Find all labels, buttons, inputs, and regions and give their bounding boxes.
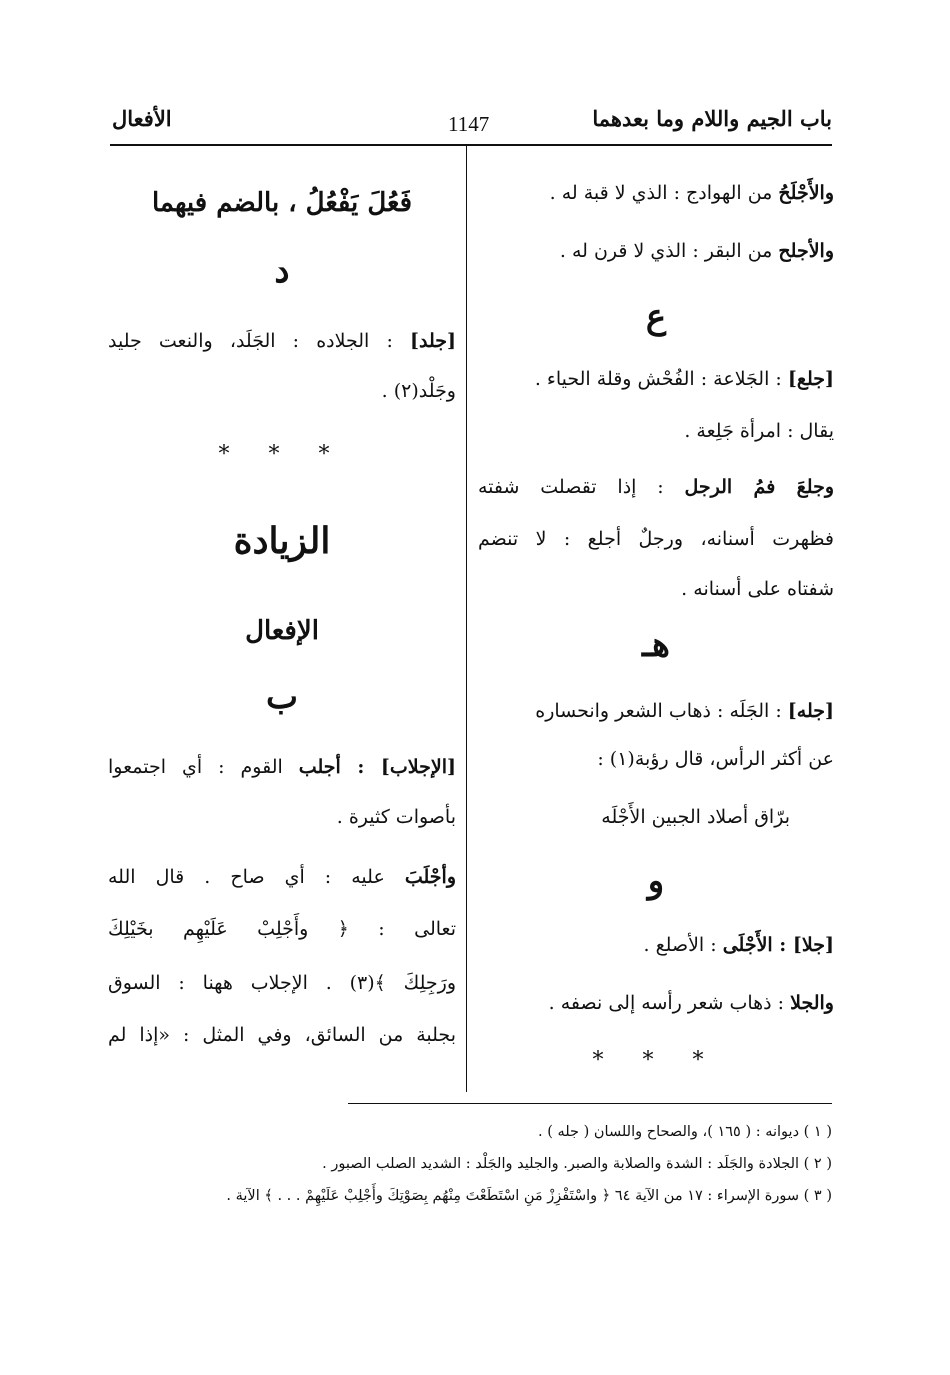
entry-line: بجلبة من السائق، وفي المثل : «إذا لم <box>108 1024 456 1046</box>
entry-line: عن أكثر الرأس، قال رؤبة(١) : <box>597 748 834 770</box>
letter-heading-dal: د <box>274 251 290 291</box>
entry-line: ورَجِلِكَ ﴾(٣) . الإجلاب ههنا : السوق <box>108 972 456 994</box>
left-column <box>108 0 456 1100</box>
entry-text: من الهوادج : الذي لا قبة له . <box>549 182 779 204</box>
header-chapter-left: الأفعال <box>112 106 172 131</box>
entry-text: : الجَلاعة : الفُحْش وقلة الحياء . <box>534 368 788 390</box>
entry-line: شفتاه على أسنانه . <box>681 578 834 600</box>
page-number: 1147 <box>448 112 490 136</box>
footnote-rule <box>348 1103 832 1104</box>
headword: والأَجْلَحُ <box>778 182 834 204</box>
entry-text: القوم : أي اجتمعوا <box>108 756 299 778</box>
headword: وجلعَ فمُ الرجل <box>684 476 834 498</box>
section-separator-stars: * * * <box>218 442 346 467</box>
headword: [جله] <box>787 700 834 722</box>
poetry-verse: برّاق أصلاد الجبين الأَجْلَه <box>601 806 790 828</box>
section-heading-zyada: الزيادة <box>233 520 331 562</box>
entry-line <box>535 696 834 726</box>
letter-heading-ain: ع <box>645 297 667 337</box>
entry-line <box>550 178 834 208</box>
entry-line <box>478 472 834 502</box>
section-title: فَعُلَ يَفْعُلُ ، بالضم فيهما <box>151 188 413 218</box>
headword: والجلا <box>790 992 834 1014</box>
headword: [الإجلاب] : أجلب <box>298 756 456 778</box>
entry-line <box>535 364 834 394</box>
entry-line <box>108 752 456 782</box>
entry-line: فظهرت أسنانه، ورجلٌ أجلع : لا تنضم <box>478 528 834 550</box>
header-chapter-right: باب الجيم واللام وما بعدهما <box>592 106 832 131</box>
entry-text: : الجَلَه : ذهاب الشعر وانحساره <box>535 700 788 722</box>
section-separator-stars: * * * <box>592 1048 720 1073</box>
entry-text: : الأصلع . <box>643 934 723 956</box>
entry-text: : إذا تقصلت شفته <box>478 476 685 498</box>
entry-line <box>549 988 834 1018</box>
entry-text: : ذهاب شعر رأسه إلى نصفه . <box>548 992 791 1014</box>
entry-text: عليه : أي صاح . قال الله <box>108 866 405 888</box>
entry-line: يقال : امرأة جَلِعة . <box>684 420 834 442</box>
footnote-1: ( ١ ) ديوانه : ( ١٦٥ )، والصحاح واللسان ( جله ) . <box>537 1124 832 1140</box>
entry-line: تعالى : ﴿ وأَجْلِبْ عَلَيْهِم بخَيْلِكَ <box>108 918 456 940</box>
entry-text: من البقر : الذي لا قرن له . <box>559 240 779 262</box>
headword: والأجلح <box>778 240 834 262</box>
subsection-heading-ifaal: الإفعال <box>245 616 319 646</box>
entry-line <box>108 862 456 892</box>
entry-line <box>108 326 456 356</box>
entry-line: وجَلْد(٢) . <box>381 380 456 402</box>
footnote-2: ( ٢ ) الجلادة والجَلَد : الشدة والصلابة والصبر. والجليد والجَلْد : الشديد الصلب الصبور . <box>322 1156 832 1172</box>
entry-line: بأصوات كثيرة . <box>336 806 456 828</box>
headword: [جلد] <box>410 330 456 352</box>
letter-heading-ba: ب <box>265 677 298 717</box>
letter-heading-ha: هـ <box>642 625 670 665</box>
entry-line <box>643 930 834 960</box>
headword: وأجْلَبَ <box>404 866 456 888</box>
entry-line <box>560 236 834 266</box>
letter-heading-waw: و <box>647 861 665 901</box>
headword: [جلع] <box>787 368 834 390</box>
right-column <box>478 0 834 1100</box>
headword: [جلا] : الأَجْلَى <box>722 934 834 956</box>
column-divider <box>466 146 467 1092</box>
footnote-3: ( ٣ ) سورة الإسراء : ١٧ من الآية ٦٤ ﴿ واسْتَفْزِزْ مَنِ اسْتَطَعْتَ مِنْهُم بِصَوْتِكَ وأَجْلِبْ عَلَيْهِمْ . . . ﴾ الآية . <box>226 1188 832 1204</box>
entry-text: : الجلاده : الجَلَد، والنعت جليد <box>108 330 410 352</box>
